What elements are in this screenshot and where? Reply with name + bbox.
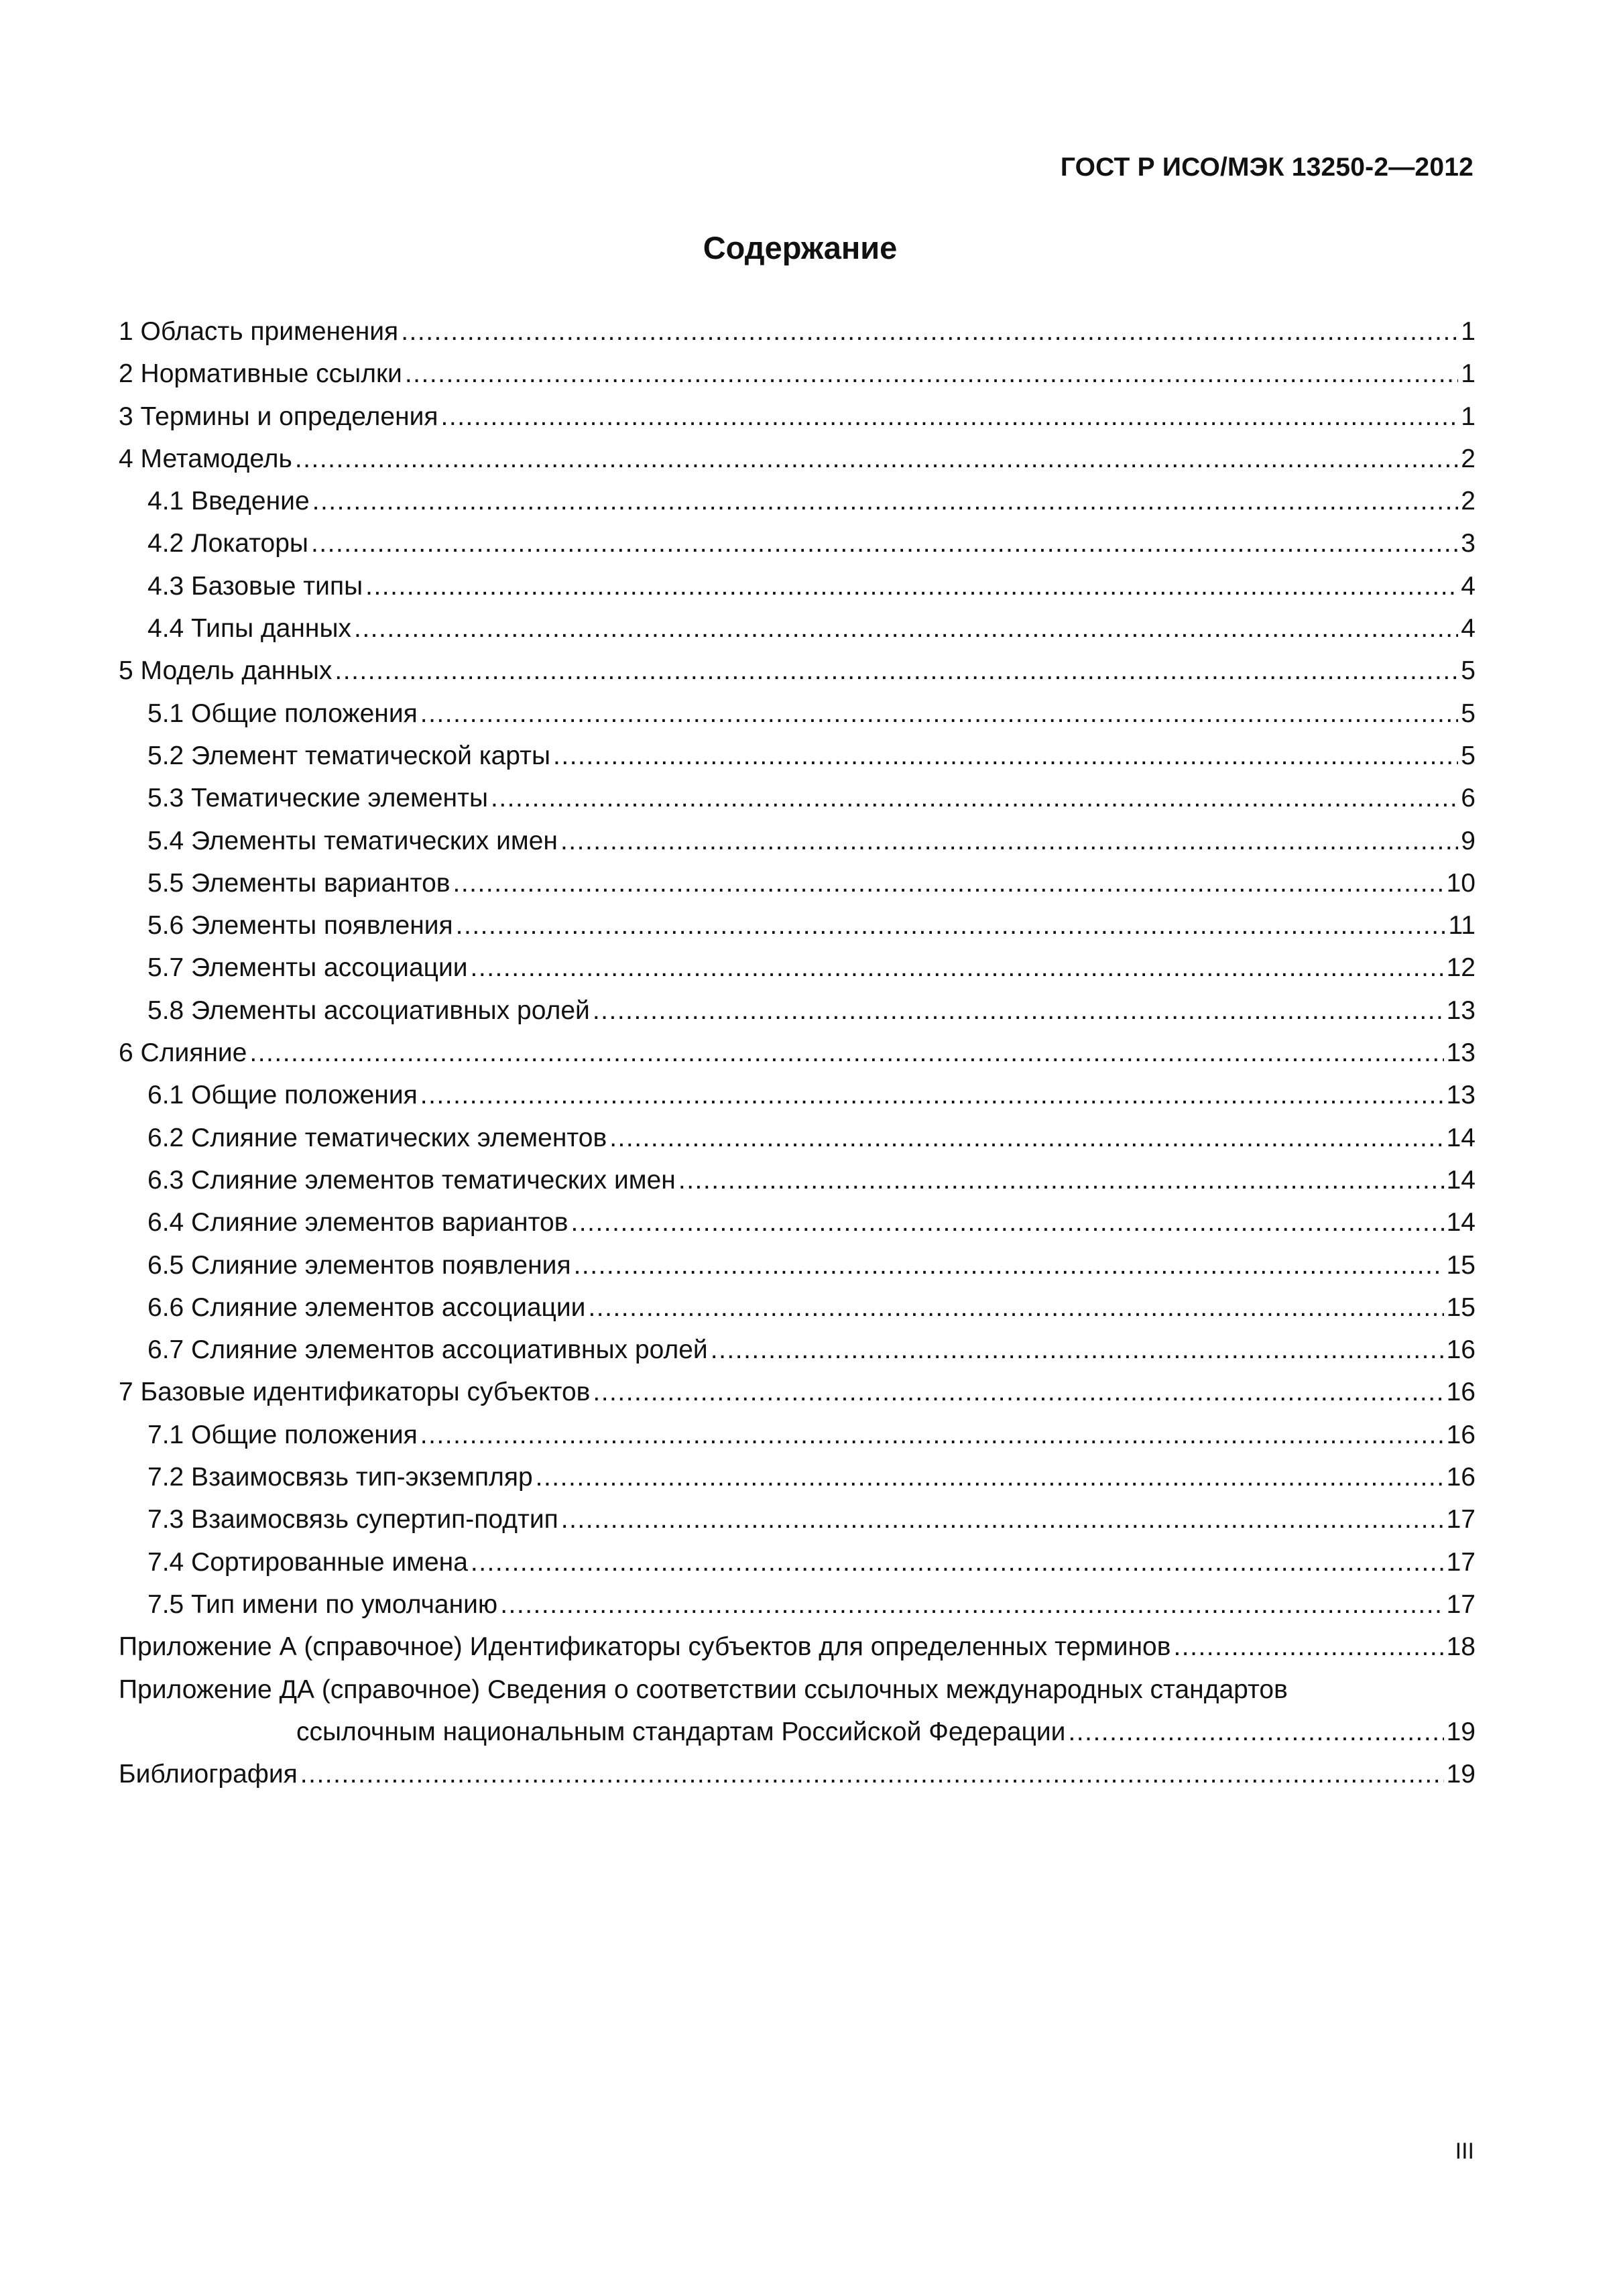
toc-leader-dots: [456, 904, 1446, 947]
toc-entry[interactable]: [119, 1626, 1476, 1668]
toc-entry[interactable]: [119, 522, 1476, 564]
toc-entry-page: 11: [1448, 911, 1476, 941]
toc-entry-label: 4.4 Типы данных: [147, 614, 351, 644]
toc-entry-label: 4 Метамодель: [119, 444, 292, 473]
page-number: III: [1455, 2138, 1474, 2164]
toc-entry[interactable]: [119, 904, 1476, 947]
toc-entry-page: 3: [1461, 529, 1476, 558]
toc-entry[interactable]: [119, 1329, 1476, 1371]
toc-entry-label: 6.5 Слияние элементов появления: [147, 1250, 571, 1280]
toc-leader-dots: [295, 438, 1458, 480]
toc-leader-dots: [453, 862, 1444, 904]
toc-entry-page: 1: [1461, 359, 1476, 389]
toc-entry-label-line-1: Приложение ДА (справочное) Сведения о соответствии ссылочных международных стандартов: [119, 1675, 1288, 1704]
toc-entry-label: 2 Нормативные ссылки: [119, 359, 402, 389]
toc-entry-label: 7.1 Общие положения: [147, 1420, 418, 1449]
toc-entry-page: 14: [1446, 1208, 1476, 1237]
toc-leader-dots: [678, 1159, 1444, 1201]
toc-entry-label: 5.7 Элементы ассоциации: [147, 953, 468, 983]
toc-entry[interactable]: [119, 1244, 1476, 1286]
toc-leader-dots: [405, 353, 1458, 395]
toc-entry-page: 1: [1461, 402, 1476, 431]
toc-entry-page: 17: [1446, 1547, 1476, 1577]
toc-entry-page: 2: [1461, 487, 1476, 516]
toc-entry[interactable]: [119, 1414, 1476, 1456]
toc-leader-dots: [249, 1032, 1443, 1074]
toc-entry[interactable]: [119, 480, 1476, 522]
toc-entry-label: 6.1 Общие положения: [147, 1081, 418, 1110]
toc-entry[interactable]: [119, 735, 1476, 777]
table-of-contents: [119, 310, 1476, 1795]
toc-leader-dots: [401, 310, 1458, 353]
toc-entry-page: 16: [1446, 1335, 1476, 1365]
toc-leader-dots: [500, 1583, 1443, 1626]
toc-entry[interactable]: [119, 438, 1476, 480]
toc-entry-label: 5 Модель данных: [119, 656, 333, 686]
toc-entry[interactable]: [119, 396, 1476, 438]
toc-leader-dots: [312, 480, 1459, 522]
toc-entry-page: 13: [1446, 1038, 1476, 1068]
toc-entry-label: 5.4 Элементы тематических имен: [147, 826, 558, 855]
toc-leader-dots: [711, 1329, 1444, 1371]
toc-entry-label: 3 Термины и определения: [119, 402, 438, 431]
toc-entry[interactable]: [119, 1201, 1476, 1244]
toc-leader-dots: [311, 522, 1458, 564]
toc-entry-label: 5.6 Элементы появления: [147, 911, 453, 941]
toc-entry[interactable]: [119, 1074, 1476, 1116]
toc-entry-bibliography[interactable]: [119, 1753, 1476, 1795]
toc-entry-label: 5.8 Элементы ассоциативных ролей: [147, 995, 590, 1025]
toc-leader-dots: [593, 1371, 1443, 1413]
toc-entry-label: 5.1 Общие положения: [147, 699, 418, 728]
page-title: Содержание: [703, 230, 898, 265]
toc-entry[interactable]: [119, 1541, 1476, 1583]
toc-entry[interactable]: [119, 607, 1476, 650]
toc-entry-page: 12: [1446, 953, 1476, 983]
document-code-header: ГОСТ Р ИСО/МЭК 13250-2—2012: [1060, 153, 1474, 182]
toc-entry-page: 6: [1461, 784, 1476, 813]
toc-entry-label: 7.5 Тип имени по умолчанию: [147, 1589, 498, 1619]
toc-leader-dots: [561, 1498, 1444, 1540]
toc-entry[interactable]: [119, 862, 1476, 904]
toc-entry[interactable]: [119, 310, 1476, 353]
toc-entry-appendix-da[interactable]: [119, 1669, 1476, 1754]
toc-leader-dots: [553, 735, 1458, 777]
toc-entry-page: 17: [1446, 1505, 1476, 1534]
toc-leader-dots: [593, 989, 1444, 1032]
toc-leader-dots: [491, 777, 1458, 819]
toc-entry[interactable]: [119, 1159, 1476, 1201]
toc-entry-page: 10: [1446, 868, 1476, 898]
toc-leader-dots: [1068, 1711, 1443, 1753]
toc-leader-dots: [560, 820, 1458, 862]
toc-entry[interactable]: [119, 1032, 1476, 1074]
toc-entry-label: 6.4 Слияние элементов вариантов: [147, 1208, 568, 1237]
toc-entry-page: 18: [1446, 1632, 1476, 1662]
toc-entry[interactable]: [119, 1583, 1476, 1626]
toc-entry-label: 1 Область применения: [119, 317, 399, 346]
toc-entry[interactable]: [119, 1498, 1476, 1540]
toc-entry-label: 6.6 Слияние элементов ассоциации: [147, 1292, 586, 1322]
toc-leader-dots: [588, 1286, 1443, 1329]
toc-entry[interactable]: [119, 1371, 1476, 1413]
toc-entry-page: 5: [1461, 699, 1476, 728]
toc-entry-page: 1: [1461, 317, 1476, 346]
toc-entry-label: 4.2 Локаторы: [147, 529, 308, 558]
toc-entry-page: 14: [1446, 1165, 1476, 1195]
toc-leader-dots: [609, 1117, 1443, 1159]
toc-leader-dots: [441, 396, 1459, 438]
toc-entry-label: 7.4 Сортированные имена: [147, 1547, 468, 1577]
toc-entry-page: 19: [1446, 1717, 1476, 1746]
toc-leader-dots: [420, 1074, 1444, 1116]
toc-leader-dots: [365, 565, 1458, 607]
toc-entry-label: 4.1 Введение: [147, 487, 310, 516]
toc-entry-page: 5: [1461, 656, 1476, 686]
toc-entry[interactable]: [119, 1286, 1476, 1329]
toc-entry-page: 15: [1446, 1292, 1476, 1322]
toc-entry-page: 13: [1446, 995, 1476, 1025]
toc-entry-page: 15: [1446, 1250, 1476, 1280]
toc-entry-label: 7.2 Взаимосвязь тип-экземпляр: [147, 1463, 533, 1492]
toc-entry-page: 16: [1446, 1463, 1476, 1492]
toc-leader-dots: [420, 692, 1459, 735]
toc-leader-dots: [471, 947, 1444, 989]
toc-entry-page: 9: [1461, 826, 1476, 855]
toc-leader-dots: [300, 1753, 1444, 1795]
toc-entry-label: 5.5 Элементы вариантов: [147, 868, 450, 898]
toc-leader-dots: [574, 1244, 1444, 1286]
toc-entry-page: 4: [1461, 614, 1476, 644]
toc-entry[interactable]: [119, 777, 1476, 819]
toc-entry[interactable]: [119, 820, 1476, 862]
toc-entry-page: 19: [1446, 1760, 1476, 1789]
toc-entry[interactable]: [119, 947, 1476, 989]
toc-leader-dots: [335, 650, 1458, 692]
toc-entry-label: 7.3 Взаимосвязь супертип-подтип: [147, 1505, 558, 1534]
toc-entry-label: Приложение А (справочное) Идентификаторы субъектов для определенных терминов: [119, 1632, 1171, 1662]
toc-entry-page: 14: [1446, 1123, 1476, 1152]
toc-leader-dots: [570, 1201, 1443, 1244]
toc-entry-page: 4: [1461, 571, 1476, 601]
toc-entry[interactable]: [119, 650, 1476, 692]
toc-entry-label-line-2: ссылочным национальным стандартам Российской Федерации: [296, 1717, 1066, 1746]
toc-entry-page: 2: [1461, 444, 1476, 473]
toc-entry[interactable]: [119, 565, 1476, 607]
toc-entry-label: 6.7 Слияние элементов ассоциативных ролей: [147, 1335, 708, 1365]
toc-entry-page: 16: [1446, 1420, 1476, 1449]
toc-entry-line-2: [119, 1711, 1476, 1753]
toc-leader-dots: [471, 1541, 1444, 1583]
toc-entry-page: 5: [1461, 741, 1476, 770]
toc-entry-label: 5.2 Элемент тематической карты: [147, 741, 551, 770]
toc-entry[interactable]: [119, 1117, 1476, 1159]
toc-entry-page: 16: [1446, 1378, 1476, 1407]
toc-entry-label: 6 Слияние: [119, 1038, 247, 1068]
toc-entry[interactable]: [119, 989, 1476, 1032]
toc-entry[interactable]: [119, 353, 1476, 395]
toc-leader-dots: [354, 607, 1458, 650]
toc-entry-page: 17: [1446, 1589, 1476, 1619]
toc-entry-label: 6.2 Слияние тематических элементов: [147, 1123, 607, 1152]
toc-entry[interactable]: [119, 692, 1476, 735]
toc-entry-page: 13: [1446, 1081, 1476, 1110]
toc-entry-label: 4.3 Базовые типы: [147, 571, 363, 601]
toc-leader-dots: [536, 1456, 1444, 1498]
toc-entry[interactable]: [119, 1456, 1476, 1498]
toc-leader-dots: [1173, 1626, 1443, 1668]
toc-entry-label: 5.3 Тематические элементы: [147, 784, 488, 813]
toc-entry-label: 6.3 Слияние элементов тематических имен: [147, 1165, 676, 1195]
toc-leader-dots: [420, 1414, 1444, 1456]
toc-entry-label: 7 Базовые идентификаторы субъектов: [119, 1378, 591, 1407]
toc-entry-label: Библиография: [119, 1760, 298, 1789]
